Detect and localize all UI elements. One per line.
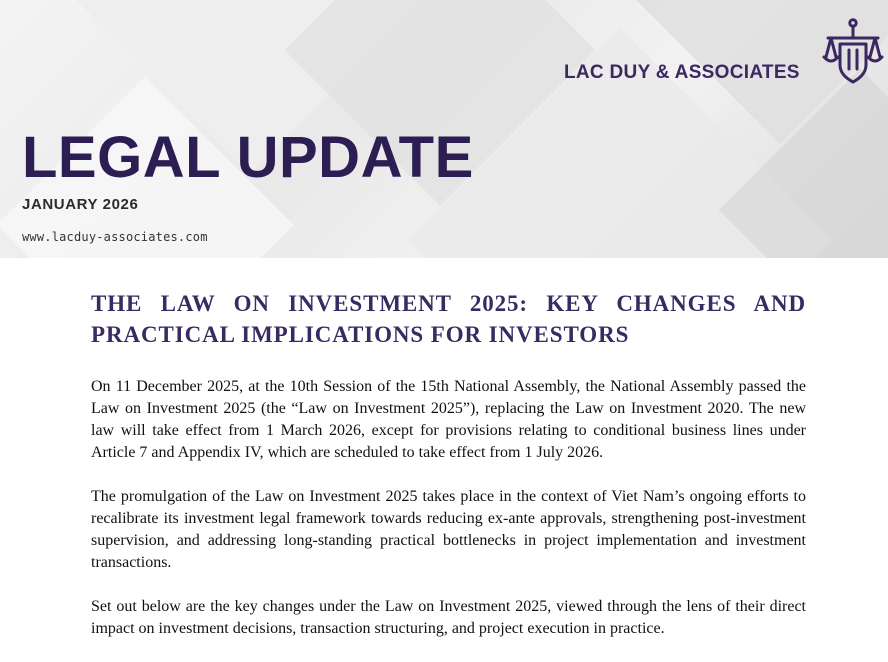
paragraph: The promulgation of the Law on Investment 2025 takes place in the context of Viet Nam’s ongoing efforts to recalibrate its investment legal framework towards reducing ex-ante approvals, strengthening post-investment supervision, and addressing long-standing practical bottlenecks in project implementation and investment transactions.	[91, 488, 806, 571]
paragraph: Set out below are the key changes under the Law on Investment 2025, viewed through the lens of their direct impact on investment decisions, transaction structuring, and project execution in practice.	[91, 598, 806, 637]
paragraph: On 11 December 2025, at the 10th Session of the 15th National Assembly, the National Assembly passed the Law on Investment 2025 (the “Law on Investment 2025”), replacing the Law on Investment 2020. The new law will take effect from 1 March 2026, except for provisions relating to conditional business lines under Article 7 and Appendix IV, which are scheduled to take effect from 1 July 2026.	[91, 378, 806, 461]
header-banner	[0, 0, 888, 258]
article-body	[91, 288, 806, 662]
scales-of-justice-shield-icon	[822, 17, 884, 87]
page-title: LEGAL UPDATE	[22, 125, 474, 190]
firm-name: LAC DUY & ASSOCIATES	[564, 62, 800, 83]
article-headline: THE LAW ON INVESTMENT 2025: KEY CHANGES AND PRACTICAL IMPLICATIONS FOR INVESTORS	[91, 291, 806, 347]
website-link[interactable]: www.lacduy-associates.com	[22, 230, 208, 244]
issue-date: JANUARY 2026	[22, 196, 139, 213]
